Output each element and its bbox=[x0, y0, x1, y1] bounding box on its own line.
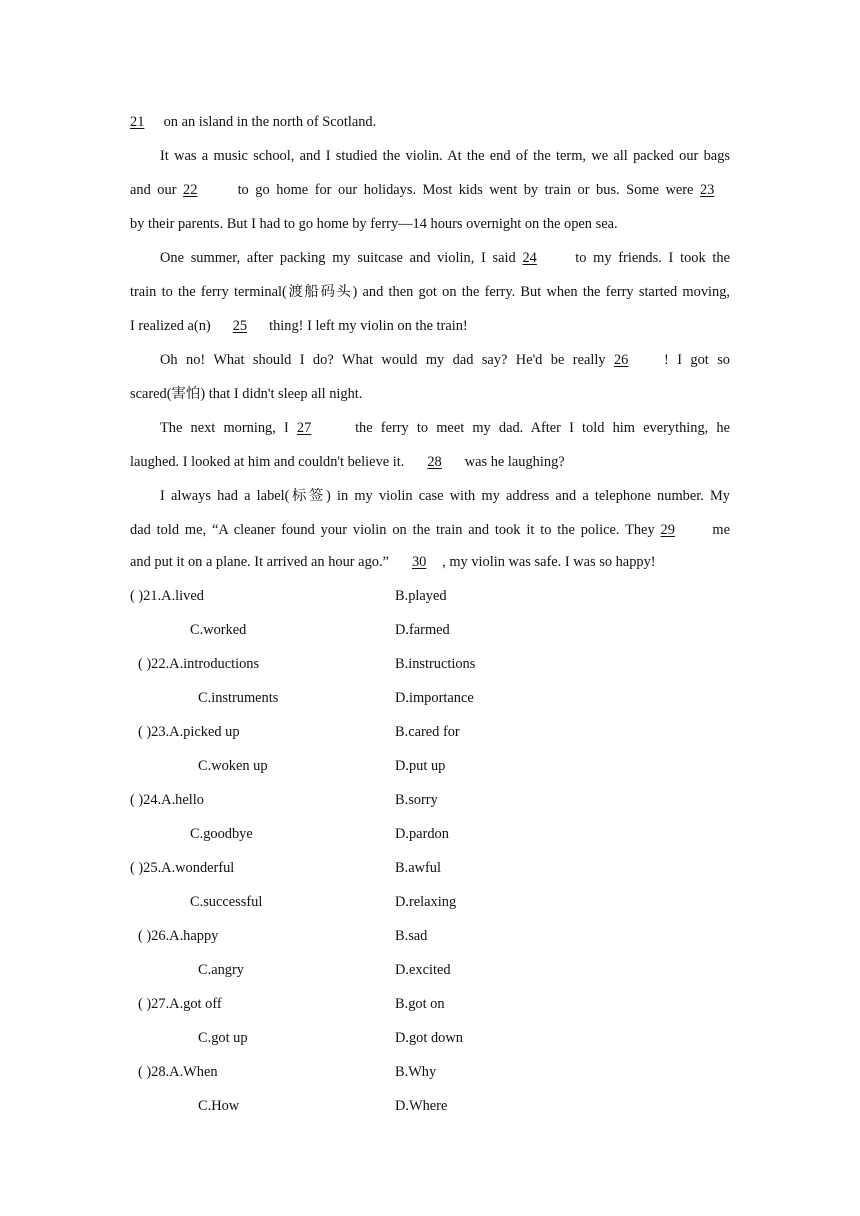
question-number: ( )27. bbox=[138, 996, 170, 1012]
option-c: C.instruments bbox=[198, 690, 279, 706]
passage-line bbox=[130, 214, 618, 234]
option-b: B.sad bbox=[395, 928, 428, 944]
passage-text: train to the ferry terminal(渡船码头) and then got on the ferry. But when the ferry started moving, bbox=[130, 284, 730, 300]
option-d: D.got down bbox=[395, 1030, 463, 1046]
passage-line bbox=[160, 248, 730, 268]
passage-line bbox=[160, 350, 730, 370]
passage-line bbox=[130, 180, 730, 200]
option-d: D.put up bbox=[395, 758, 446, 774]
option-b: B.sorry bbox=[395, 792, 438, 808]
option-b: B.awful bbox=[395, 860, 441, 876]
passage-line bbox=[130, 552, 656, 572]
option-c: C.successful bbox=[190, 894, 263, 910]
passage-text: laughed. I looked at him and couldn't believe it. bbox=[130, 454, 405, 470]
option-a: A.happy bbox=[169, 928, 219, 944]
passage-text: Oh no! What should I do? What would my dad say? He'd be really bbox=[160, 352, 606, 368]
blank-29: 29 bbox=[660, 522, 675, 538]
passage-line bbox=[130, 316, 468, 336]
passage-text: thing! I left my violin on the train! bbox=[269, 318, 468, 334]
passage-text: The next morning, I bbox=[160, 420, 289, 436]
blank-26: 26 bbox=[613, 352, 629, 368]
option-c: C.worked bbox=[190, 622, 247, 638]
option-a: A.When bbox=[169, 1064, 218, 1080]
question-number: ( )28. bbox=[138, 1064, 170, 1080]
question-number: ( )26. bbox=[138, 928, 170, 944]
question-number: ( )21. bbox=[130, 588, 162, 604]
option-d: D.farmed bbox=[395, 622, 450, 638]
option-c: C.goodbye bbox=[190, 826, 253, 842]
question-number: ( )25. bbox=[130, 860, 162, 876]
blank-23: 23 bbox=[699, 182, 715, 198]
option-b: B.cared for bbox=[395, 724, 460, 740]
option-b: B.Why bbox=[395, 1064, 437, 1080]
option-d: D.relaxing bbox=[395, 894, 457, 910]
question-number: ( )23. bbox=[138, 724, 170, 740]
passage-line bbox=[130, 112, 376, 132]
option-c: C.got up bbox=[198, 1030, 248, 1046]
passage-text: and our bbox=[130, 182, 177, 198]
question-28 bbox=[138, 1062, 218, 1082]
passage-text: dad told me, “A cleaner found your violin on the train and took it to the police. They bbox=[130, 522, 655, 538]
option-c: C.woken up bbox=[198, 758, 268, 774]
question-24 bbox=[130, 790, 204, 810]
passage-text: was he laughing? bbox=[464, 454, 565, 470]
passage-line bbox=[160, 418, 730, 438]
passage-line bbox=[130, 282, 730, 302]
option-b: B.instructions bbox=[395, 656, 476, 672]
blank-30: 30 bbox=[411, 554, 427, 570]
question-26 bbox=[138, 926, 218, 946]
option-c: C.How bbox=[198, 1098, 240, 1114]
option-a: A.picked up bbox=[169, 724, 240, 740]
blank-25: 25 bbox=[232, 318, 248, 334]
passage-text: to my friends. I took the bbox=[575, 250, 730, 266]
passage-line bbox=[130, 452, 565, 472]
passage-text: to go home for our holidays. Most kids went by train or bus. Some were bbox=[237, 182, 694, 198]
passage-text: ! I got so bbox=[663, 352, 731, 368]
passage-text: on an island in the north of Scotland. bbox=[160, 114, 377, 130]
passage-line bbox=[160, 486, 730, 506]
question-number: ( )24. bbox=[130, 792, 162, 808]
passage-text: I realized a(n) bbox=[130, 318, 211, 334]
blank-21: 21 bbox=[130, 114, 145, 130]
passage-text: I always had a label(标签) in my violin case with my address and a telephone number. My bbox=[160, 488, 730, 504]
passage-text: One summer, after packing my suitcase and violin, I said bbox=[160, 250, 516, 266]
option-d: D.Where bbox=[395, 1098, 448, 1114]
blank-24: 24 bbox=[522, 250, 537, 266]
option-b: B.got on bbox=[395, 996, 445, 1012]
option-b: B.played bbox=[395, 588, 447, 604]
option-d: D.importance bbox=[395, 690, 474, 706]
blank-28: 28 bbox=[427, 454, 442, 470]
option-d: D.pardon bbox=[395, 826, 449, 842]
passage-text: and put it on a plane. It arrived an hour ago.” bbox=[130, 554, 389, 570]
blank-27: 27 bbox=[296, 420, 312, 436]
question-27 bbox=[138, 994, 222, 1014]
passage-text: by their parents. But I had to go home by ferry—14 hours overnight on the open sea. bbox=[130, 216, 618, 232]
option-a: A.wonderful bbox=[161, 860, 235, 876]
passage-text: me bbox=[712, 522, 730, 538]
option-a: A.hello bbox=[161, 792, 204, 808]
blank-22: 22 bbox=[183, 182, 198, 198]
passage-text: the ferry to meet my dad. After I told him everything, he bbox=[355, 420, 730, 436]
option-a: A.lived bbox=[161, 588, 204, 604]
option-d: D.excited bbox=[395, 962, 451, 978]
passage-text: It was a music school, and I studied the violin. At the end of the term, we all packed our bags bbox=[160, 148, 730, 164]
passage-text: scared(害怕) that I didn't sleep all night. bbox=[130, 386, 363, 402]
option-a: A.introductions bbox=[169, 656, 260, 672]
passage-line bbox=[130, 384, 362, 404]
question-21 bbox=[130, 586, 204, 606]
option-a: A.got off bbox=[169, 996, 222, 1012]
passage-text: , my violin was safe. I was so happy! bbox=[442, 554, 656, 570]
question-number: ( )22. bbox=[138, 656, 170, 672]
question-23 bbox=[138, 722, 240, 742]
question-25 bbox=[130, 858, 234, 878]
question-22 bbox=[138, 654, 259, 674]
passage-line bbox=[130, 520, 730, 540]
passage-line bbox=[160, 146, 730, 166]
option-c: C.angry bbox=[198, 962, 244, 978]
